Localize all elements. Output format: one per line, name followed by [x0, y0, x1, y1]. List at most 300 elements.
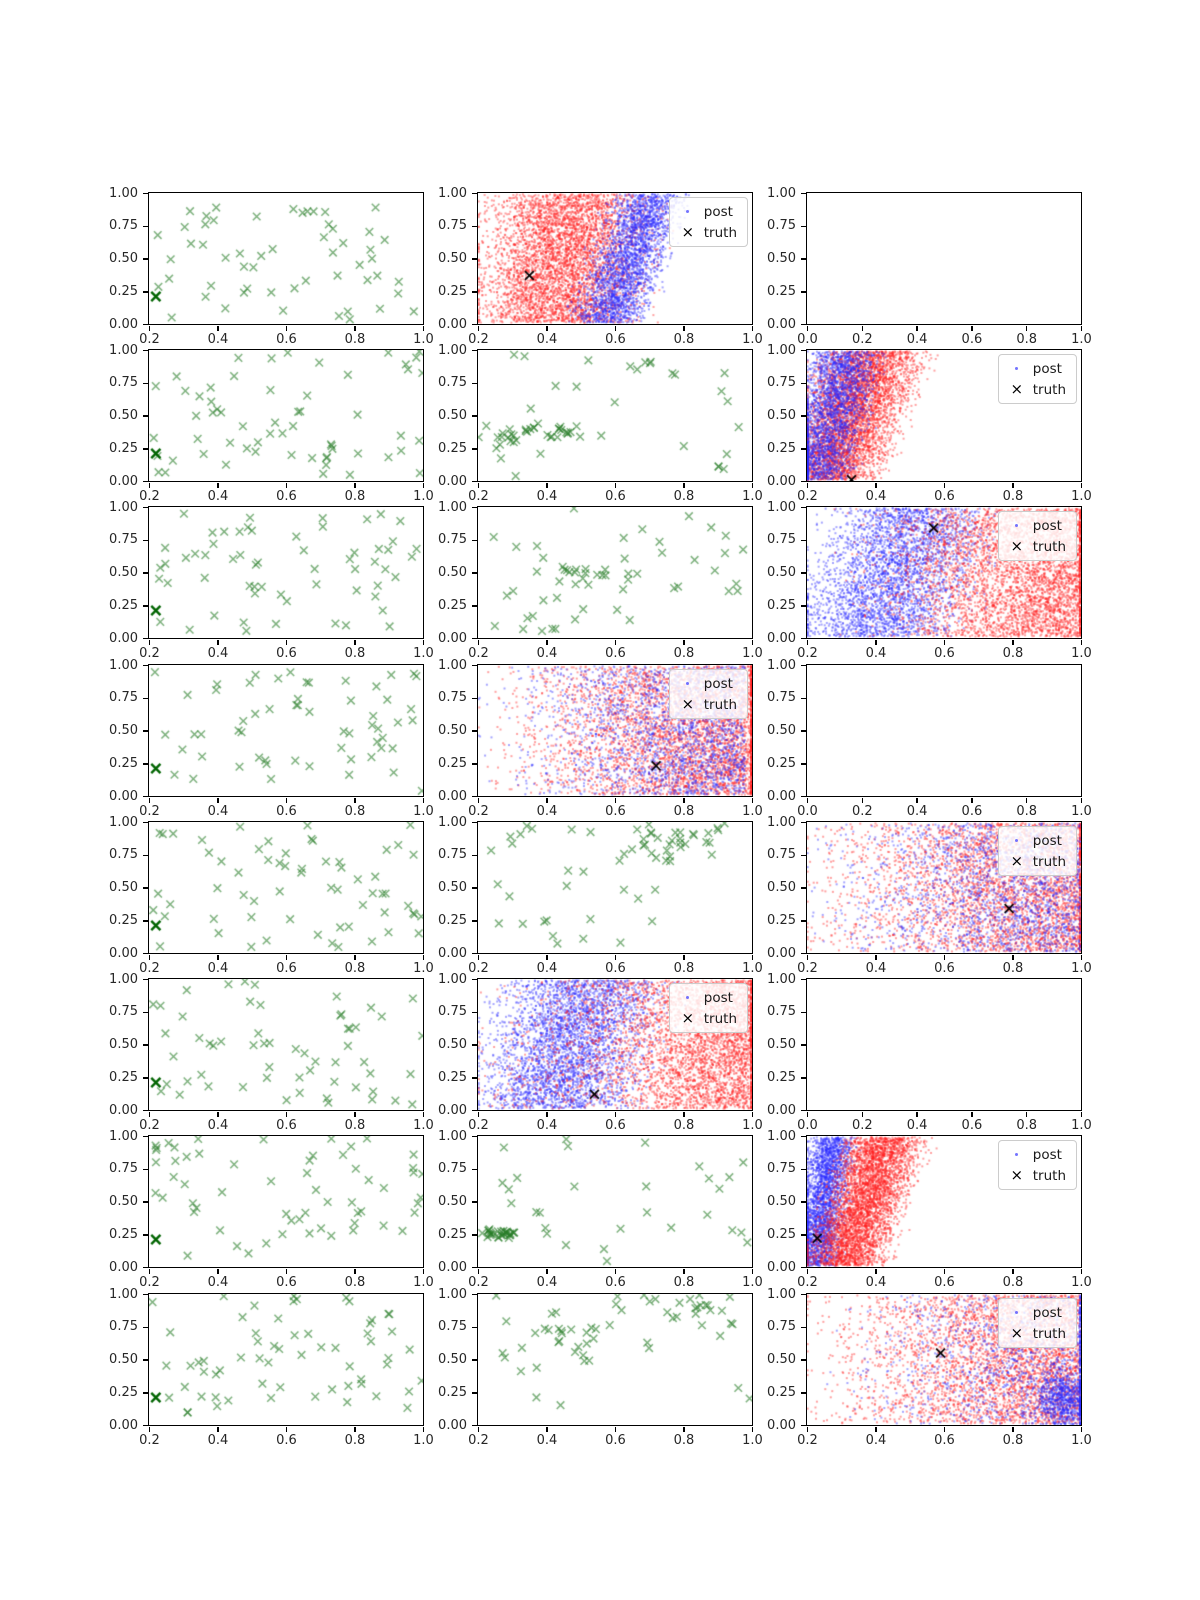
- legend-item: [672, 1008, 737, 1029]
- y-tick: [801, 226, 806, 228]
- x-tick: [807, 798, 809, 803]
- x-tick: [944, 1269, 946, 1274]
- y-tick-label: 0.25: [438, 1384, 467, 1400]
- y-tick-label: 0.75: [767, 847, 796, 863]
- y-tick: [143, 1012, 148, 1014]
- y-tick-label: 0.25: [109, 597, 138, 613]
- y-tick: [801, 887, 806, 889]
- y-tick-label: 0.00: [438, 473, 467, 489]
- x-tick-label: 0.4: [865, 489, 887, 504]
- x-tick: [807, 483, 809, 488]
- x-tick: [615, 798, 617, 803]
- y-tick: [143, 350, 148, 352]
- x-tick: [546, 1112, 548, 1117]
- x-tick: [862, 1112, 864, 1117]
- x-tick-label: 0.2: [468, 332, 489, 347]
- legend-item: [1001, 379, 1066, 400]
- x-tick-label: 0.2: [139, 646, 160, 661]
- x-tick: [971, 1112, 973, 1117]
- y-tick-label: 1.00: [438, 657, 467, 673]
- x-tick-label: 0.6: [934, 961, 955, 976]
- y-tick-label: 0.75: [438, 1004, 467, 1020]
- x-tick: [615, 1427, 617, 1432]
- x-tick-label: 0.2: [139, 804, 160, 819]
- y-tick: [472, 415, 477, 417]
- x-tick-label: 0.8: [673, 332, 695, 347]
- scatter-canvas: [149, 193, 423, 324]
- y-tick-label: 0.00: [438, 945, 467, 961]
- legend-truth-marker-icon: ×: [1010, 852, 1024, 870]
- subplot-r5-c3: [806, 821, 1082, 954]
- legend: [998, 354, 1077, 404]
- y-tick: [143, 540, 148, 542]
- x-tick: [1026, 326, 1028, 331]
- y-tick: [801, 1234, 806, 1236]
- y-tick: [801, 415, 806, 417]
- y-tick-label: 0.00: [438, 788, 467, 804]
- legend-truth-marker-icon: ×: [681, 223, 695, 241]
- x-tick-label: 0.8: [673, 961, 695, 976]
- legend-item: [1001, 1165, 1066, 1186]
- y-tick-label: 0.75: [767, 532, 796, 548]
- y-tick: [143, 855, 148, 857]
- x-tick-label: 0.4: [906, 804, 928, 819]
- scatter-canvas: [807, 193, 1081, 324]
- x-tick: [478, 640, 480, 645]
- y-tick: [472, 887, 477, 889]
- x-tick-label: 0.8: [1002, 1433, 1024, 1448]
- y-tick: [801, 730, 806, 732]
- y-tick-label: 0.50: [438, 723, 467, 738]
- x-tick-label: 0.2: [851, 804, 873, 819]
- subplot-r7-c2: [477, 1135, 753, 1268]
- y-tick: [143, 1169, 148, 1171]
- y-tick: [143, 383, 148, 385]
- legend-post-marker-icon: [686, 996, 689, 999]
- y-tick-label: 0.25: [109, 755, 138, 771]
- x-tick-label: 0.8: [344, 804, 366, 819]
- subplot-r3-c1: [148, 506, 424, 639]
- y-tick-label: 0.50: [438, 408, 467, 423]
- x-tick-label: 0.8: [1016, 1118, 1038, 1133]
- y-tick: [472, 324, 477, 326]
- x-tick: [944, 1427, 946, 1432]
- legend-item: [672, 987, 737, 1008]
- x-tick-label: 1.0: [1071, 646, 1092, 661]
- y-tick: [143, 920, 148, 922]
- x-tick-label: 0.2: [468, 646, 489, 661]
- y-tick-label: 0.50: [767, 251, 796, 266]
- y-tick: [143, 1294, 148, 1296]
- x-tick-label: 0.6: [605, 332, 626, 347]
- y-tick-label: 0.75: [109, 532, 138, 548]
- x-tick-label: 0.8: [344, 1275, 366, 1290]
- y-tick-label: 0.50: [767, 1194, 796, 1209]
- y-tick-label: 0.00: [109, 1259, 138, 1275]
- x-tick: [615, 640, 617, 645]
- y-tick: [801, 383, 806, 385]
- x-tick: [1081, 483, 1083, 488]
- x-tick-label: 0.6: [961, 332, 983, 347]
- subplot-r6-c2: [477, 978, 753, 1111]
- y-tick-label: 0.25: [438, 755, 467, 771]
- x-tick: [683, 326, 685, 331]
- legend-post-label: post: [1032, 360, 1062, 377]
- legend-marker-cell: [1001, 1153, 1033, 1156]
- x-tick: [971, 798, 973, 803]
- x-tick: [286, 955, 288, 960]
- x-tick-label: 0.6: [605, 804, 626, 819]
- y-tick-label: 0.50: [438, 565, 467, 580]
- legend-truth-marker-icon: ×: [1010, 537, 1024, 555]
- y-tick-label: 1.00: [438, 185, 467, 201]
- y-tick-label: 1.00: [438, 342, 467, 358]
- y-tick-label: 0.25: [767, 755, 796, 771]
- y-tick-label: 0.00: [109, 945, 138, 961]
- y-tick-label: 0.00: [767, 945, 796, 961]
- x-tick: [217, 1112, 219, 1117]
- y-tick-label: 0.00: [438, 1417, 467, 1433]
- x-tick-label: 0.2: [468, 1275, 489, 1290]
- subplot-r2-c3: [806, 349, 1082, 482]
- subplot-r8-c3: [806, 1293, 1082, 1426]
- y-tick: [143, 953, 148, 955]
- x-tick-label: 1.0: [1071, 804, 1092, 819]
- subplot-r1-c1: [148, 192, 424, 325]
- y-tick-label: 0.75: [109, 218, 138, 234]
- y-tick: [143, 1201, 148, 1203]
- y-tick-label: 0.00: [767, 1417, 796, 1433]
- legend-item: [1001, 830, 1066, 851]
- x-tick-label: 0.8: [673, 1118, 695, 1133]
- x-tick: [217, 1269, 219, 1274]
- y-tick: [801, 1392, 806, 1394]
- y-tick: [801, 822, 806, 824]
- y-tick-label: 0.50: [438, 1194, 467, 1209]
- x-tick-label: 0.4: [536, 646, 558, 661]
- y-tick-label: 1.00: [109, 499, 138, 515]
- y-tick-label: 0.25: [767, 912, 796, 928]
- y-tick-label: 0.00: [109, 316, 138, 332]
- x-tick-label: 0.8: [1002, 646, 1024, 661]
- x-tick: [286, 1269, 288, 1274]
- x-tick: [478, 326, 480, 331]
- x-tick: [916, 326, 918, 331]
- y-tick: [472, 953, 477, 955]
- y-tick-label: 0.50: [767, 565, 796, 580]
- x-tick: [217, 640, 219, 645]
- x-tick-label: 0.8: [344, 1118, 366, 1133]
- y-tick: [472, 1044, 477, 1046]
- x-tick-label: 1.0: [413, 1275, 434, 1290]
- y-tick-label: 0.50: [109, 408, 138, 423]
- y-tick-label: 0.75: [767, 1161, 796, 1177]
- y-tick-label: 1.00: [767, 814, 796, 830]
- legend-truth-marker-icon: ×: [1010, 1166, 1024, 1184]
- x-tick: [1081, 955, 1083, 960]
- x-tick-label: 0.6: [276, 1275, 297, 1290]
- legend-post-label: post: [1032, 517, 1062, 534]
- y-tick: [801, 481, 806, 483]
- y-tick-label: 0.25: [767, 597, 796, 613]
- x-tick: [546, 1427, 548, 1432]
- y-tick: [801, 507, 806, 509]
- y-tick-label: 0.75: [109, 847, 138, 863]
- y-tick-label: 0.75: [767, 690, 796, 706]
- legend-item: [1001, 851, 1066, 872]
- y-tick-label: 0.75: [767, 1004, 796, 1020]
- x-tick-label: 0.0: [797, 1118, 818, 1133]
- y-tick-label: 0.25: [438, 1069, 467, 1085]
- y-tick-label: 0.75: [767, 218, 796, 234]
- legend-post-marker-icon: [1015, 367, 1018, 370]
- x-tick: [1012, 955, 1014, 960]
- y-tick: [801, 1425, 806, 1427]
- subplot-r3-c3: [806, 506, 1082, 639]
- x-tick: [683, 798, 685, 803]
- x-tick: [217, 483, 219, 488]
- x-tick: [971, 326, 973, 331]
- y-tick-label: 0.75: [438, 375, 467, 391]
- y-tick-label: 0.50: [438, 1352, 467, 1367]
- x-tick-label: 1.0: [413, 804, 434, 819]
- y-tick: [143, 1234, 148, 1236]
- y-tick: [472, 1392, 477, 1394]
- x-tick-label: 0.2: [139, 1275, 160, 1290]
- y-tick-label: 0.75: [767, 1319, 796, 1335]
- legend-post-label: post: [703, 989, 733, 1006]
- y-tick: [472, 979, 477, 981]
- y-tick: [143, 822, 148, 824]
- x-tick: [478, 1427, 480, 1432]
- x-tick: [149, 1269, 151, 1274]
- y-tick-label: 0.25: [109, 1226, 138, 1242]
- y-tick: [472, 507, 477, 509]
- y-tick: [143, 258, 148, 260]
- subplot-r4-c2: [477, 664, 753, 797]
- x-tick-label: 0.2: [797, 646, 818, 661]
- y-tick: [143, 291, 148, 293]
- y-tick: [801, 665, 806, 667]
- y-tick: [143, 665, 148, 667]
- x-tick: [478, 1112, 480, 1117]
- y-tick: [143, 572, 148, 574]
- y-tick-label: 0.00: [438, 1102, 467, 1118]
- legend-marker-cell: [1001, 539, 1033, 554]
- subplot-r6-c1: [148, 978, 424, 1111]
- y-tick: [472, 1327, 477, 1329]
- y-tick-label: 1.00: [109, 1286, 138, 1302]
- y-tick: [143, 1359, 148, 1361]
- x-tick: [1081, 798, 1083, 803]
- x-tick-label: 0.4: [207, 1118, 229, 1133]
- x-tick-label: 0.8: [1016, 332, 1038, 347]
- y-tick-label: 0.75: [109, 375, 138, 391]
- legend: [998, 826, 1077, 876]
- y-tick: [472, 698, 477, 700]
- y-tick-label: 1.00: [767, 971, 796, 987]
- x-tick: [683, 1269, 685, 1274]
- y-tick-label: 0.50: [109, 1037, 138, 1052]
- x-tick: [807, 1427, 809, 1432]
- x-tick-label: 0.4: [536, 1433, 558, 1448]
- scatter-canvas: [149, 822, 423, 953]
- x-tick-label: 0.4: [207, 804, 229, 819]
- x-tick-label: 0.6: [605, 1275, 626, 1290]
- x-tick-label: 0.4: [536, 1118, 558, 1133]
- x-tick: [683, 1112, 685, 1117]
- y-tick: [143, 415, 148, 417]
- y-tick: [472, 1012, 477, 1014]
- x-tick: [286, 326, 288, 331]
- x-tick-label: 0.8: [1002, 1275, 1024, 1290]
- x-tick: [807, 1269, 809, 1274]
- y-tick: [801, 953, 806, 955]
- y-tick: [801, 638, 806, 640]
- y-tick-label: 0.00: [767, 473, 796, 489]
- legend-post-marker-icon: [1015, 839, 1018, 842]
- x-tick-label: 1.0: [742, 1275, 763, 1290]
- x-tick: [615, 1269, 617, 1274]
- y-tick: [472, 796, 477, 798]
- x-tick: [683, 1427, 685, 1432]
- x-tick: [1012, 1427, 1014, 1432]
- x-tick: [354, 1269, 356, 1274]
- subplot-r6-c3: [806, 978, 1082, 1111]
- y-tick-label: 0.50: [767, 723, 796, 738]
- x-tick-label: 0.6: [934, 489, 955, 504]
- x-tick-label: 0.8: [344, 1433, 366, 1448]
- y-tick-label: 0.75: [109, 1004, 138, 1020]
- x-tick-label: 0.4: [207, 646, 229, 661]
- y-tick: [143, 1267, 148, 1269]
- y-tick: [472, 572, 477, 574]
- x-tick: [149, 1112, 151, 1117]
- x-tick-label: 0.0: [797, 804, 818, 819]
- legend-item: [672, 201, 737, 222]
- x-tick: [1081, 1112, 1083, 1117]
- y-tick: [801, 1359, 806, 1361]
- x-tick: [478, 1269, 480, 1274]
- x-tick-label: 0.4: [536, 332, 558, 347]
- legend-post-marker-icon: [1015, 1153, 1018, 1156]
- subplot-r5-c1: [148, 821, 424, 954]
- x-tick-label: 1.0: [413, 646, 434, 661]
- y-tick: [472, 1201, 477, 1203]
- x-tick-label: 0.8: [344, 332, 366, 347]
- y-tick: [143, 796, 148, 798]
- x-tick-label: 1.0: [742, 804, 763, 819]
- y-tick-label: 0.75: [767, 375, 796, 391]
- y-tick: [801, 763, 806, 765]
- x-tick-label: 1.0: [742, 332, 763, 347]
- legend-post-marker-icon: [1015, 524, 1018, 527]
- y-tick: [801, 979, 806, 981]
- x-tick-label: 0.8: [673, 1275, 695, 1290]
- x-tick-label: 0.8: [344, 961, 366, 976]
- y-tick: [472, 258, 477, 260]
- legend-marker-cell: [1001, 839, 1033, 842]
- legend-marker-cell: [672, 210, 704, 213]
- y-tick: [143, 638, 148, 640]
- y-tick-label: 0.75: [438, 847, 467, 863]
- y-tick: [143, 698, 148, 700]
- x-tick-label: 0.2: [139, 489, 160, 504]
- y-tick-label: 0.50: [438, 251, 467, 266]
- x-tick: [149, 326, 151, 331]
- x-tick-label: 0.2: [468, 804, 489, 819]
- y-tick: [801, 698, 806, 700]
- scatter-canvas: [149, 979, 423, 1110]
- x-tick: [546, 483, 548, 488]
- x-tick: [546, 326, 548, 331]
- y-tick: [801, 1136, 806, 1138]
- x-tick-label: 1.0: [413, 1433, 434, 1448]
- x-tick-label: 1.0: [413, 961, 434, 976]
- y-tick-label: 0.50: [109, 1352, 138, 1367]
- y-tick-label: 0.25: [438, 912, 467, 928]
- legend-truth-label: truth: [1032, 1325, 1066, 1342]
- legend-marker-cell: [1001, 1168, 1033, 1183]
- subplot-r1-c3: [806, 192, 1082, 325]
- x-tick: [944, 955, 946, 960]
- y-tick-label: 0.00: [767, 316, 796, 332]
- y-tick: [472, 730, 477, 732]
- x-tick-label: 0.4: [865, 646, 887, 661]
- x-tick: [149, 955, 151, 960]
- y-tick-label: 1.00: [438, 1128, 467, 1144]
- y-tick-label: 0.25: [767, 1226, 796, 1242]
- y-tick: [472, 1234, 477, 1236]
- x-tick-label: 0.8: [1002, 489, 1024, 504]
- subplot-r4-c3: [806, 664, 1082, 797]
- y-tick-label: 0.50: [767, 1037, 796, 1052]
- y-tick-label: 0.50: [109, 1194, 138, 1209]
- x-tick: [149, 1427, 151, 1432]
- y-tick: [472, 822, 477, 824]
- x-tick-label: 1.0: [742, 646, 763, 661]
- y-tick-label: 0.25: [438, 1226, 467, 1242]
- x-tick-label: 0.4: [536, 1275, 558, 1290]
- x-tick: [354, 326, 356, 331]
- legend-marker-cell: [1001, 524, 1033, 527]
- y-tick: [143, 605, 148, 607]
- y-tick-label: 0.25: [767, 283, 796, 299]
- x-tick-label: 0.6: [605, 646, 626, 661]
- x-tick-label: 1.0: [742, 1433, 763, 1448]
- y-tick-label: 0.50: [438, 880, 467, 895]
- x-tick-label: 1.0: [742, 1118, 763, 1133]
- x-tick: [1012, 1269, 1014, 1274]
- y-tick: [472, 1425, 477, 1427]
- x-tick: [615, 326, 617, 331]
- x-tick-label: 0.2: [797, 489, 818, 504]
- subplot-r4-c1: [148, 664, 424, 797]
- x-tick-label: 0.8: [673, 804, 695, 819]
- y-tick: [472, 1169, 477, 1171]
- legend-item: [1001, 1302, 1066, 1323]
- x-tick-label: 0.6: [961, 1118, 983, 1133]
- x-tick-label: 0.8: [1002, 961, 1024, 976]
- x-tick-label: 0.2: [797, 1433, 818, 1448]
- x-tick: [916, 798, 918, 803]
- x-tick: [807, 326, 809, 331]
- legend-marker-cell: [1001, 367, 1033, 370]
- y-tick-label: 0.50: [438, 1037, 467, 1052]
- legend-marker-cell: [672, 682, 704, 685]
- x-tick: [875, 640, 877, 645]
- y-tick-label: 0.25: [109, 440, 138, 456]
